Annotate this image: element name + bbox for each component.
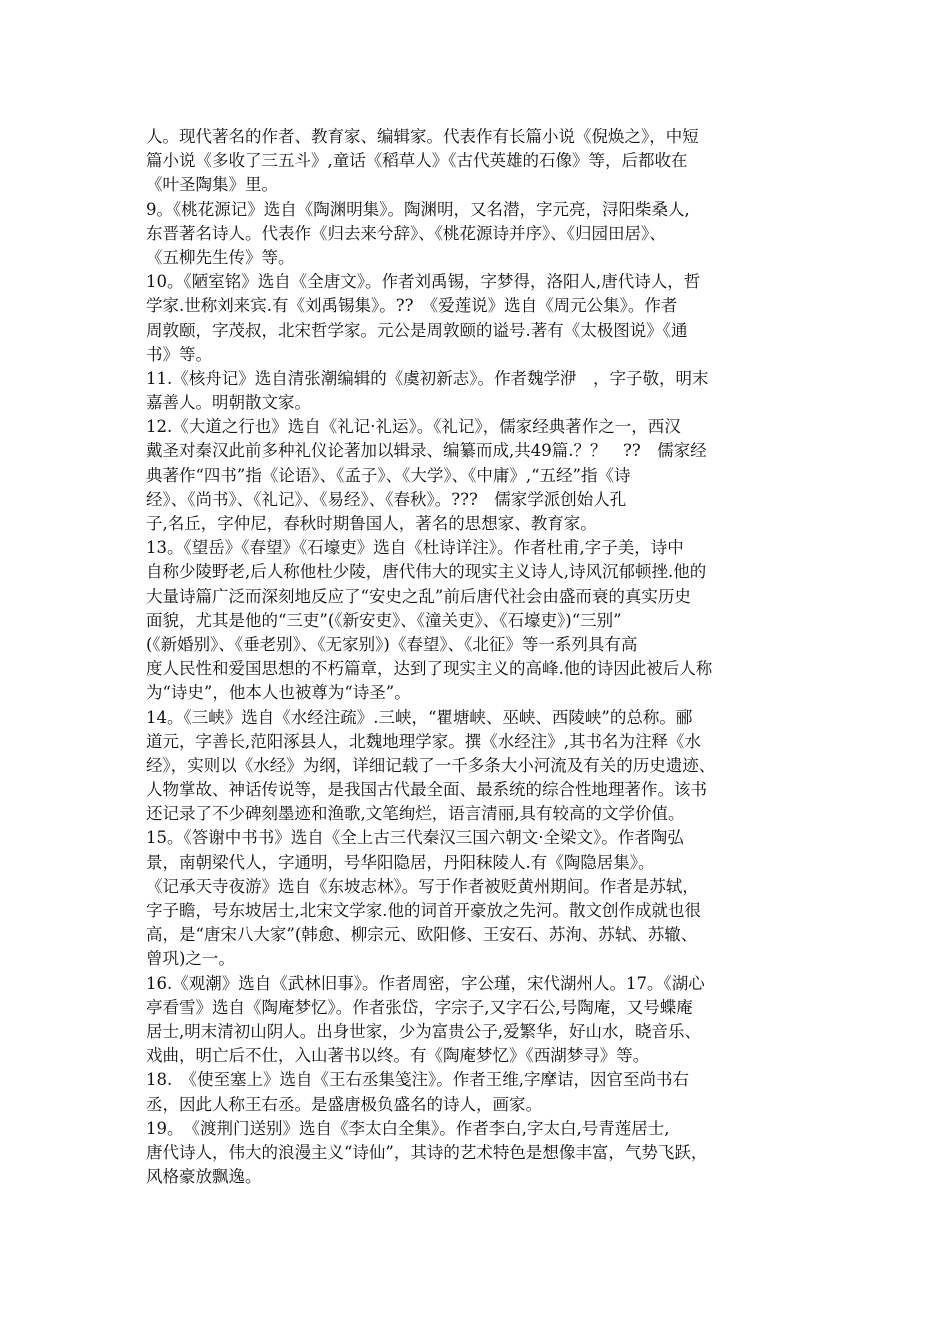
text-line: 11.《核舟记》选自清张潮编辑的《虞初新志》。作者魏学洢 ，字子敬，明末 [146,368,709,388]
text-line: 还记录了不少碑刻墨迹和渔歌,文笔绚烂，语言清丽,具有较高的文学价值。 [146,804,685,824]
text-line: 13。《望岳》《春望》《石壕吏》选自《杜诗详注》。作者杜甫,字子美，诗中 [146,538,684,558]
text-line: 东晋著名诗人。代表作《归去来兮辞》、《桃花源诗并序》、《归园田居》、 [146,223,666,243]
text-line: 曾巩)之一。 [146,949,235,969]
text-line: 15。《答谢中书书》选自《全上古三代秦汉三国六朝文·全梁文》。作者陶弘 [146,828,684,848]
text-line: 道元，字善长,范阳涿县人，北魏地理学家。撰《水经注》,其书名为注释《水 [146,731,701,751]
text-line: 嘉善人。明朝散文家。 [146,393,311,413]
text-line: 16.《观潮》选自《武林旧事》。作者周密，字公瑾，宋代湖州人。17。《湖心 [146,973,705,993]
text-line: 12.《大道之行也》选自《礼记·礼运》。《礼记》，儒家经典著作之一，西汉 [146,417,681,437]
text-line: 戏曲，明亡后不仕，入山著书以终。有《陶庵梦忆》《西湖梦寻》等。 [146,1046,650,1066]
text-line: 大量诗篇广泛而深刻地反应了“安史之乱”前后唐代社会由盛而衰的真实历史 [146,586,691,606]
text-line: 《五柳先生传》等。 [146,247,295,267]
text-line: 面貌，尤其是他的“三吏”(《新安吏》、《潼关吏》、《石壕吏》)“三别” [146,610,622,630]
text-line: (《新婚别》、《垂老别》、《无家别》)《春望》、《北征》等一系列具有高 [146,634,638,654]
text-line: 亭看雪》选自《陶庵梦忆》。作者张岱，字宗子,又字石公,号陶庵，又号蝶庵 [146,997,693,1017]
text-line: 经》、《尚书》、《礼记》、《易经》、《春秋》。??? 儒家学派创始人孔 [146,489,627,509]
text-line: 人物掌故、神话传说等，是我国古代最全面、最系统的综合性地理著作。该书 [146,780,707,800]
text-line: 子,名丘，字仲尼，春秋时期鲁国人，著名的思想家、教育家。 [146,514,597,533]
text-line: 为“诗史”，他本人也被尊为“诗圣”。 [146,683,411,703]
text-line: 14。《三峡》选自《水经注疏》.三峡，“瞿塘峡、巫峡、西陵峡”的总称。郦 [146,707,693,727]
document-page [146,125,806,1189]
text-line: 唐代诗人，伟大的浪漫主义“诗仙”，其诗的艺术特色是想像丰富，气势飞跃， [146,1142,708,1162]
text-line: 戴圣对秦汉此前多种礼仪论著加以辑录、编纂而成,共49篇.？？ ?? 儒家经 [146,441,707,461]
text-line: 风格豪放飘逸。 [146,1167,262,1187]
text-line: 居士,明末清初山阴人。出身世家，少为富贵公子,爱繁华，好山水，晓音乐、 [146,1021,701,1041]
text-line: 典著作“四书”指《论语》、《孟子》、《大学》、《中庸》,“五经”指《诗 [146,465,631,485]
text-line: 度人民性和爱国思想的不朽篇章，达到了现实主义的高峰.他的诗因此被后人称 [146,659,713,679]
text-line: 18. 《使至塞上》选自《王右丞集笺注》。作者王维,字摩诘，因官至尚书右 [146,1070,689,1090]
text-line: 书》等。 [146,344,212,364]
text-line: 篇小说《多收了三五斗》,童话《稻草人》《古代英雄的石像》等，后都收在 [146,151,688,171]
text-line: 自称少陵野老,后人称他杜少陵，唐代伟大的现实主义诗人,诗风沉郁顿挫.他的 [146,562,707,582]
text-line: 景，南朝梁代人，字通明，号华阳隐居，丹阳秣陵人.有《陶隐居集》。 [146,852,655,872]
text-line: 字子瞻，号东坡居士,北宋文学家.他的词首开豪放之先河。散文创作成就也很 [146,901,701,920]
text-line: 经》，实则以《水经》为纲，详细记载了一千多条大小河流及有关的历史遗迹、 [146,755,716,775]
text-line: 《叶圣陶集》里。 [146,175,278,195]
text-line: 丞，因此人称王右丞。是盛唐极负盛名的诗人，画家。 [146,1094,542,1114]
text-line: 19。 《渡荆门送别》选自《李太白全集》。作者李白,字太白,号青莲居士, [146,1118,670,1138]
text-line: 高，是“唐宋八大家”(韩愈、柳宗元、欧阳修、王安石、苏洵、苏轼、苏辙、 [146,925,698,945]
text-line: 10。《陋室铭》选自《全唐文》。作者刘禹锡，字梦得，洛阳人,唐代诗人，哲 [146,272,701,292]
text-line: 周敦颐，字茂叔，北宋哲学家。元公是周敦颐的谥号.著有《太极图说》《通 [146,320,688,340]
text-line: 《记承天寺夜游》选自《东坡志林》。写于作者被贬黄州期间。作者是苏轼， [146,876,699,896]
text-line: 人。现代著名的作者、教育家、编辑家。代表作有长篇小说《倪焕之》，中短 [146,127,699,146]
text-line: 9。《桃花源记》选自《陶渊明集》。陶渊明，又名潜，字元亮，浔阳柴桑人, [146,199,690,219]
text-line: 学家.世称刘来宾.有《刘禹锡集》。?? 《爱莲说》选自《周元公集》。作者 [146,296,678,316]
